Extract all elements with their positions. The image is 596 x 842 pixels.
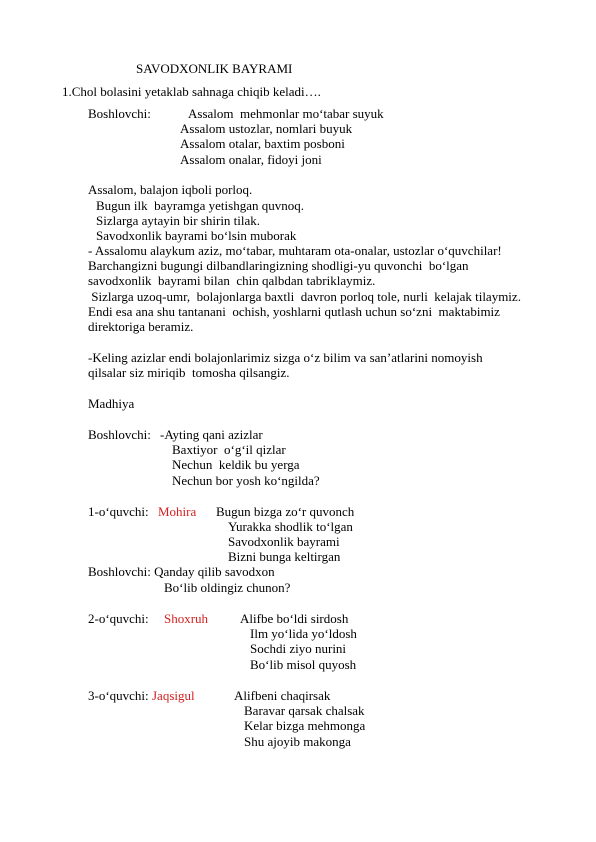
verse-line: Nechun bor yosh ko‘ngilda?: [172, 473, 320, 488]
speaker-line: Boshlovchi: Qanday qilib savodxon: [88, 564, 275, 579]
verse-line: Baravar qarsak chalsak: [244, 703, 365, 718]
verse-line: Bo‘lib misol quyosh: [250, 657, 357, 672]
paragraph-line: - Assalomu alaykum aziz, mo‘tabar, muhtaram ota-onalar, ustozlar o‘quvchilar!: [88, 243, 502, 258]
verse-line: Assalom ustozlar, nomlari buyuk: [180, 121, 353, 136]
paragraph-line: qilsalar siz miriqib tomosha qilsangiz.: [88, 365, 290, 380]
paragraph-line: savodxonlik bayrami bilan chin qalbdan tabriklaymiz.: [88, 273, 376, 288]
verse-line: Yurakka shodlik to‘lgan: [228, 519, 353, 534]
paragraph-line: Endi esa ana shu tantanani ochish, yoshlarni qutlash uchun so‘zni maktabimiz: [88, 304, 500, 319]
pupil-label: 2-o‘quvchi:: [88, 611, 149, 626]
section-heading: Madhiya: [88, 396, 135, 411]
paragraph-line: direktoriga beramiz.: [88, 319, 194, 334]
verse-line: Shu ajoyib makonga: [244, 734, 351, 749]
verse-line: Assalom, balajon iqboli porloq.: [88, 182, 253, 197]
verse-line: -Ayting qani azizlar: [160, 427, 263, 442]
pupil-name: Mohira: [158, 504, 197, 519]
speaker-label: Boshlovchi:: [88, 427, 151, 442]
pupil-name: Jaqsigul: [152, 688, 195, 703]
verse-line: Ilm yo‘lida yo‘ldosh: [250, 626, 357, 641]
paragraph-line: Barchangizni bugungi dilbandlaringizning shodligi-yu quvonchi bo‘lgan: [88, 258, 469, 273]
verse-line: Bugun bizga zo‘r quvonch: [216, 504, 355, 519]
paragraph-line: -Keling azizlar endi bolajonlarimiz sizga o‘z bilim va san’atlarini nomoyish: [88, 350, 483, 365]
verse-line: Sizlarga aytayin bir shirin tilak.: [96, 213, 261, 228]
verse-line: Bizni bunga keltirgan: [228, 549, 341, 564]
verse-line: Baxtiyor o‘g‘il qizlar: [172, 442, 286, 457]
verse-line: Sochdi ziyo nurini: [250, 641, 347, 656]
verse-line: Bugun ilk bayramga yetishgan quvnoq.: [96, 198, 304, 213]
pupil-label: 1-o‘quvchi:: [88, 504, 149, 519]
verse-line: Alifbe bo‘ldi sirdosh: [240, 611, 349, 626]
verse-line: Assalom otalar, baxtim posboni: [180, 136, 345, 151]
intro-stage-direction: 1.Chol bolasini yetaklab sahnaga chiqib keladi….: [62, 84, 321, 99]
verse-line: Assalom onalar, fidoyi joni: [180, 152, 322, 167]
pupil-label: 3-o‘quvchi:: [88, 688, 149, 703]
document-title: SAVODXONLIK BAYRAMI: [136, 61, 293, 76]
verse-line: Savodxonlik bayrami: [228, 534, 340, 549]
verse-line: Nechun keldik bu yerga: [172, 457, 300, 472]
verse-line: Bo‘lib oldingiz chunon?: [164, 580, 291, 595]
verse-line: Alifbeni chaqirsak: [234, 688, 331, 703]
verse-line: Assalom mehmonlar mo‘tabar suyuk: [188, 106, 384, 121]
speaker-label: Boshlovchi:: [88, 106, 151, 121]
verse-line: Kelar bizga mehmonga: [244, 718, 366, 733]
pupil-name: Shoxruh: [164, 611, 209, 626]
verse-line: Savodxonlik bayrami bo‘lsin muborak: [96, 228, 297, 243]
paragraph-line: Sizlarga uzoq-umr, bolajonlarga baxtli davron porloq tole, nurli kelajak tilaymiz.: [88, 289, 521, 304]
